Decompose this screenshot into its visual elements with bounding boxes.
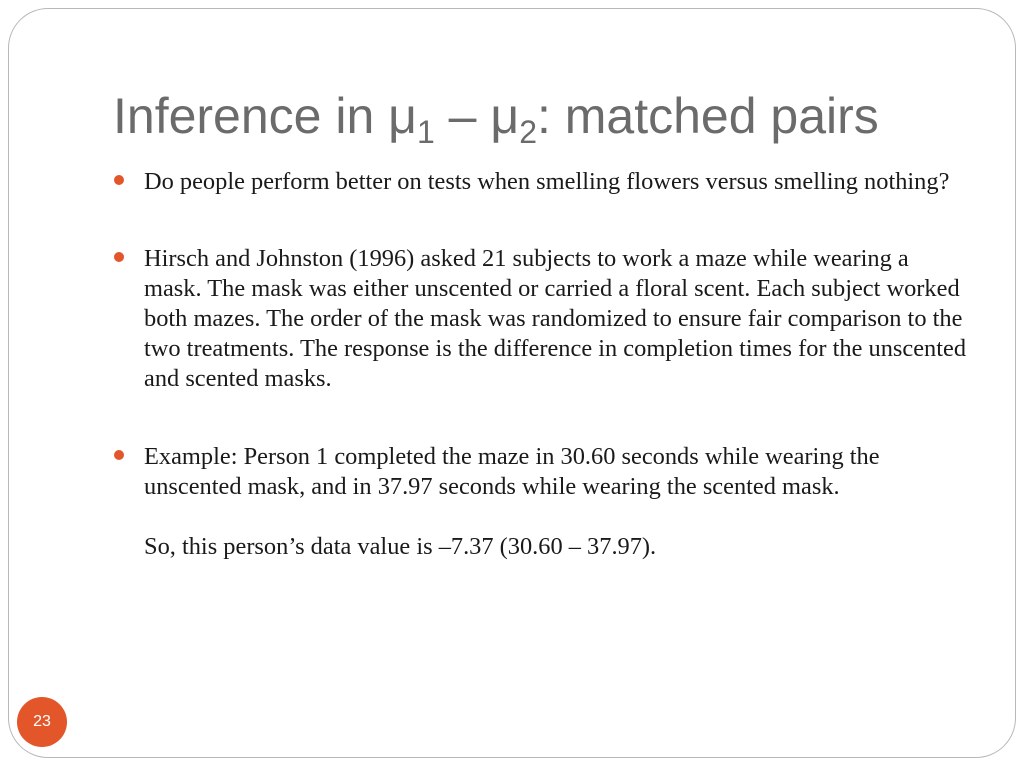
bullet-item: [112, 167, 972, 197]
title-text-end: : matched pairs: [536, 88, 879, 144]
bullet-dot-icon: [114, 252, 124, 262]
page-number-badge: 23: [17, 697, 67, 747]
bullet-dot-icon: [114, 175, 124, 185]
slide-title: [113, 84, 879, 148]
bullet-text: Hirsch and Johnston (1996) asked 21 subjects to work a maze while wearing a mask. The mask was either unscented or carried a floral scent. Each subject worked both mazes. The order of the mask was randomized to ensure fair comparison to the two treatments. The response is the difference in completion times for the unscented and scented masks.: [144, 245, 967, 392]
bullet-item: [112, 244, 972, 394]
bullet-followup-text: So, this person’s data value is –7.37 (30.60 – 37.97).: [144, 533, 657, 560]
bullet-text: Do people perform better on tests when smelling flowers versus smelling nothing?: [144, 168, 950, 195]
title-subscript-1: 1: [416, 114, 435, 150]
bullet-list: [112, 167, 972, 562]
bullet-item: [112, 442, 972, 562]
title-text-start: Inference in μ: [113, 88, 417, 144]
title-subscript-2: 2: [519, 114, 537, 150]
bullet-text: Example: Person 1 completed the maze in 30.60 seconds while wearing the unscented mask, and in 37.97 seconds while wearing the scented mask.: [144, 443, 880, 500]
title-text-middle: – μ: [434, 88, 520, 144]
bullet-dot-icon: [114, 450, 124, 460]
